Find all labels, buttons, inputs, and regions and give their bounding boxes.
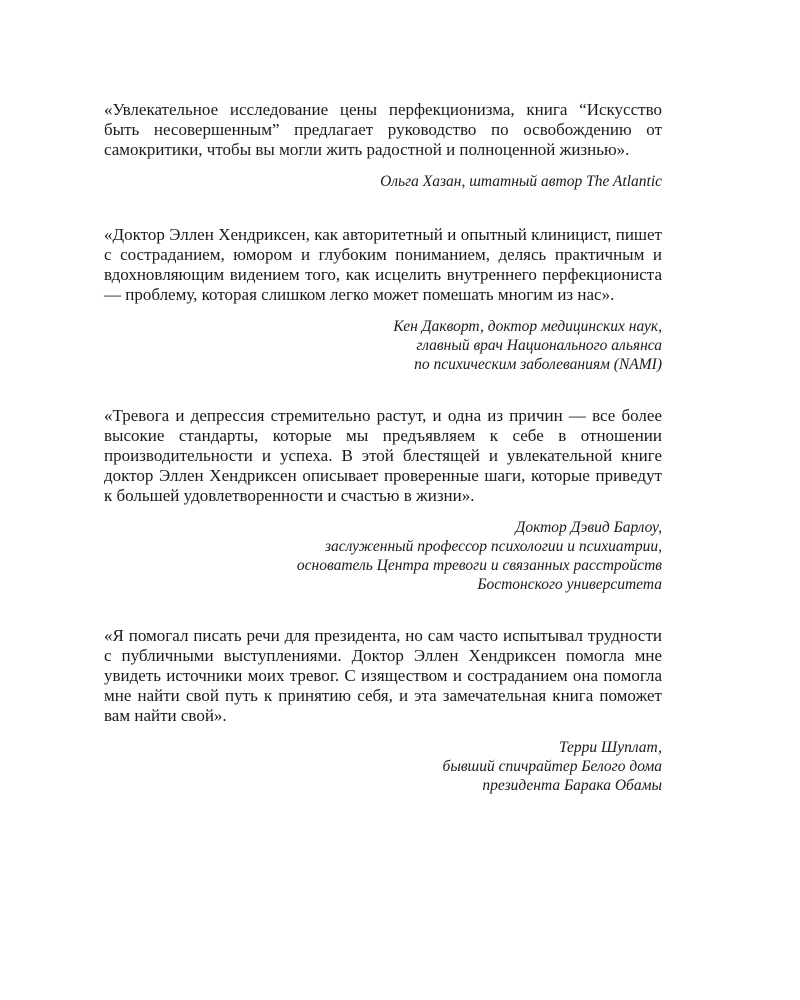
praise-page — [104, 100, 662, 825]
attribution-line: президента Барака Обамы — [482, 777, 662, 794]
attribution-line: основатель Центра тревоги и связанных расстройств — [296, 557, 662, 574]
blurb-quote: «Тревога и депрессия стремительно растут, и одна из причин — все более высокие стандарты, которые мы предъявляем к себе в отношении производительности и успеха. В этой блестящей и увлекательной книге доктор Эллен Хендриксен описывает проверенные шаги, которые приведут к большей удовлетворенности и счастью в жизни». — [104, 406, 662, 505]
blurb-ken-duckworth — [104, 225, 662, 374]
attribution-line: заслуженный профессор психологии и психиатрии, — [324, 538, 662, 555]
blurb-olga-khazan — [104, 100, 662, 191]
attribution-line: Терри Шуплат, — [558, 739, 662, 756]
blurb-terry-szuplat — [104, 626, 662, 795]
blurb-attribution — [104, 172, 662, 191]
blurb-quote: «Увлекательное исследование цены перфекционизма, книга “Искусство быть несовершенным” предлагает руководство по освобождению от самокритики, чтобы вы могли жить радостной и полноценной жизнью». — [104, 100, 662, 159]
attribution-line: по психическим заболеваниям (NAMI) — [414, 356, 662, 373]
blurb-david-barlow — [104, 406, 662, 594]
blurb-quote: «Я помогал писать речи для президента, но сам часто испытывал трудности с публичными выступлениями. Доктор Эллен Хендриксен помогла мне увидеть источники моих тревог. С изяществом и состраданием она помогла мне найти свой путь к принятию себя, и эта замечательная книга поможет вам найти свой». — [104, 626, 662, 725]
attribution-line: бывший спичрайтер Белого дома — [442, 758, 662, 775]
blurb-quote: «Доктор Эллен Хендриксен, как авторитетный и опытный клиницист, пишет с состраданием, юмором и глубоким пониманием, делясь практичным и вдохновляющим видением того, как исцелить внутреннего перфекциониста — проблему, которая слишком легко может помешать многим из нас». — [104, 225, 662, 304]
blurb-attribution — [104, 317, 662, 374]
attribution-line: Бостонского университета — [477, 576, 662, 593]
attribution-line: главный врач Национального альянса — [416, 337, 662, 354]
attribution-line: Кен Дакворт, доктор медицинских наук, — [393, 318, 662, 335]
blurb-attribution — [104, 738, 662, 795]
attribution-line: Доктор Дэвид Барлоу, — [515, 519, 662, 536]
blurb-attribution — [104, 518, 662, 594]
attribution-line: Ольга Хазан, штатный автор The Atlantic — [380, 173, 662, 190]
